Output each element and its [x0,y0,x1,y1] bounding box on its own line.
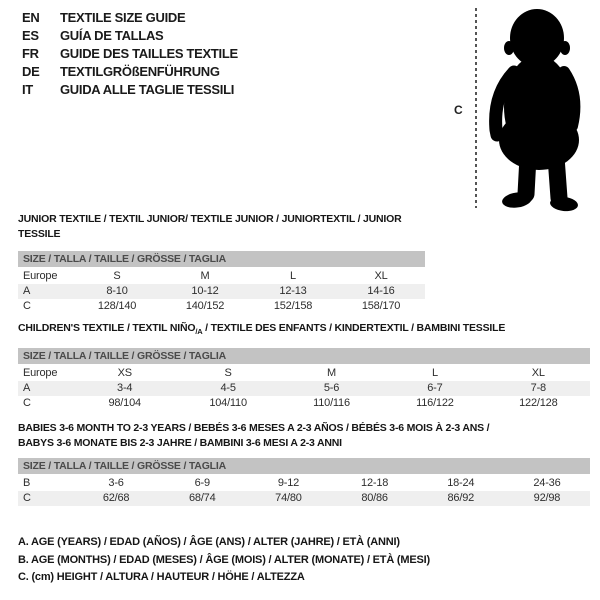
table-cell: 12-18 [361,477,389,489]
table-row-c [18,299,425,314]
size-header-bar: SIZE / TALLA / TAILLE / GRÖSSE / TAGLIA [18,348,590,364]
babies-title-line-1: BABIES 3-6 MONTH TO 2-3 YEARS / BEBÉS 3-6 MESES A 2-3 AÑOS / BÉBÉS 3-6 MOIS À 2-3 ANS / [18,422,490,434]
table-cell: 62/68 [102,492,130,504]
table-cell: XS [117,367,132,380]
size-header-bar: SIZE / TALLA / TAILLE / GRÖSSE / TAGLIA [18,458,590,474]
table-cell: 74/80 [275,492,302,504]
table-cell: 3-6 [108,477,124,489]
table-cell: 92/98 [533,492,561,504]
row-label: A [23,382,31,395]
table-row-c [18,396,590,411]
row-label: Europe [23,270,58,282]
language-row-es [22,27,238,45]
row-label: A [23,285,31,297]
table-cell: 68/74 [188,492,216,504]
table-cell: 104/110 [209,397,247,410]
height-measure-label: C [454,103,463,117]
table-cell: S [113,270,121,282]
table-cell: XL [374,270,388,282]
language-code: DE [22,64,40,79]
children-title-sub: /A [195,327,203,337]
table-row-c [18,491,590,506]
table-cell: 10-12 [191,285,219,297]
legend-line-c: C. (cm) HEIGHT / ALTURA / HAUTEUR / HÖHE / ALTEZZA [18,571,305,583]
junior-table-title: JUNIOR TEXTILE / TEXTIL JUNIOR/ TEXTILE JUNIOR / JUNIORTEXTIL / JUNIOR TESSILE [18,213,402,240]
language-code: FR [22,46,39,61]
junior-size-table [18,251,425,314]
table-row-europe [18,366,590,381]
babies-size-table [18,458,590,506]
babies-title-line-2: BABYS 3-6 MONATE BIS 2-3 JAHRE / BAMBINI 3-6 MESI A 2-3 ANNI [18,437,342,449]
table-row-europe [18,269,425,284]
table-cell: M [327,367,336,380]
table-row-b [18,476,590,491]
language-label: GUIDA ALLE TAGLIE TESSILI [60,82,235,97]
language-label: TEXTILGRÖßENFÜHRUNG [60,64,220,79]
language-row-it [22,81,238,99]
row-label: C [23,492,31,504]
children-title-pre: CHILDREN'S TEXTILE / TEXTIL NIÑO [18,322,196,334]
language-label: GUIDE DES TAILLES TEXTILE [60,46,238,61]
table-cell: 24-36 [533,477,561,489]
table-cell: 6-9 [194,477,210,489]
table-cell: 14-16 [367,285,395,297]
table-cell: XL [531,367,545,380]
row-label: Europe [23,367,58,380]
table-cell: 9-12 [277,477,300,489]
table-row-a [18,284,425,299]
children-title-post: / TEXTILE DES ENFANTS / KINDERTEXTIL / BAMBINI TESSILE [202,322,506,334]
table-cell: 5-6 [323,382,340,395]
table-cell: 140/152 [185,300,225,312]
size-header-bar: SIZE / TALLA / TAILLE / GRÖSSE / TAGLIA [18,251,425,267]
language-list [22,9,238,99]
section-junior-textile [18,212,425,314]
legend-line-b: B. AGE (MONTHS) / EDAD (MESES) / ÂGE (MOIS) / ALTER (MONATE) / ETÀ (MESI) [18,553,430,566]
row-label: C [23,300,31,312]
table-cell: M [200,270,210,282]
row-label: B [23,477,31,489]
language-row-en [22,9,238,27]
table-cell: L [290,270,296,282]
measurement-legend [18,534,430,587]
table-cell: 3-4 [117,382,133,395]
language-row-de [22,63,238,81]
table-cell: 6-7 [427,382,443,395]
table-cell: 122/128 [519,397,558,410]
table-cell: 116/122 [416,397,454,410]
table-cell: 7-8 [530,382,546,395]
babies-table-title [18,421,590,451]
table-cell: 80/86 [361,492,388,504]
language-code: IT [22,82,33,97]
table-cell: 110/116 [313,397,350,410]
table-cell: 8-10 [106,285,128,297]
table-row-a [18,381,590,396]
table-cell: 152/158 [273,300,313,312]
table-cell: 98/104 [108,397,141,410]
section-children-textile [18,321,590,411]
section-babies-textile [18,421,590,506]
table-cell: L [431,367,438,380]
table-cell: S [224,367,232,380]
table-cell: 18-24 [447,477,475,489]
baby-silhouette-icon [484,2,596,212]
baby-figure [440,0,600,215]
language-label: GUÍA DE TALLAS [60,28,164,43]
table-cell: 86/92 [447,492,475,504]
language-code: ES [22,28,39,43]
table-cell: 12-13 [279,285,307,297]
table-cell: 158/170 [361,300,401,312]
table-cell: 128/140 [97,300,137,312]
legend-line-a: A. AGE (YEARS) / EDAD (AÑOS) / ÂGE (ANS) / ALTER (JAHRE) / ETÀ (ANNI) [18,536,400,548]
height-measure-line [475,8,477,208]
language-code: EN [22,10,40,25]
language-row-fr [22,45,238,63]
children-table-title [18,321,590,339]
language-label: TEXTILE SIZE GUIDE [60,10,186,25]
row-label: C [23,397,31,410]
table-cell: 4-5 [220,382,236,395]
children-size-table [18,348,590,411]
